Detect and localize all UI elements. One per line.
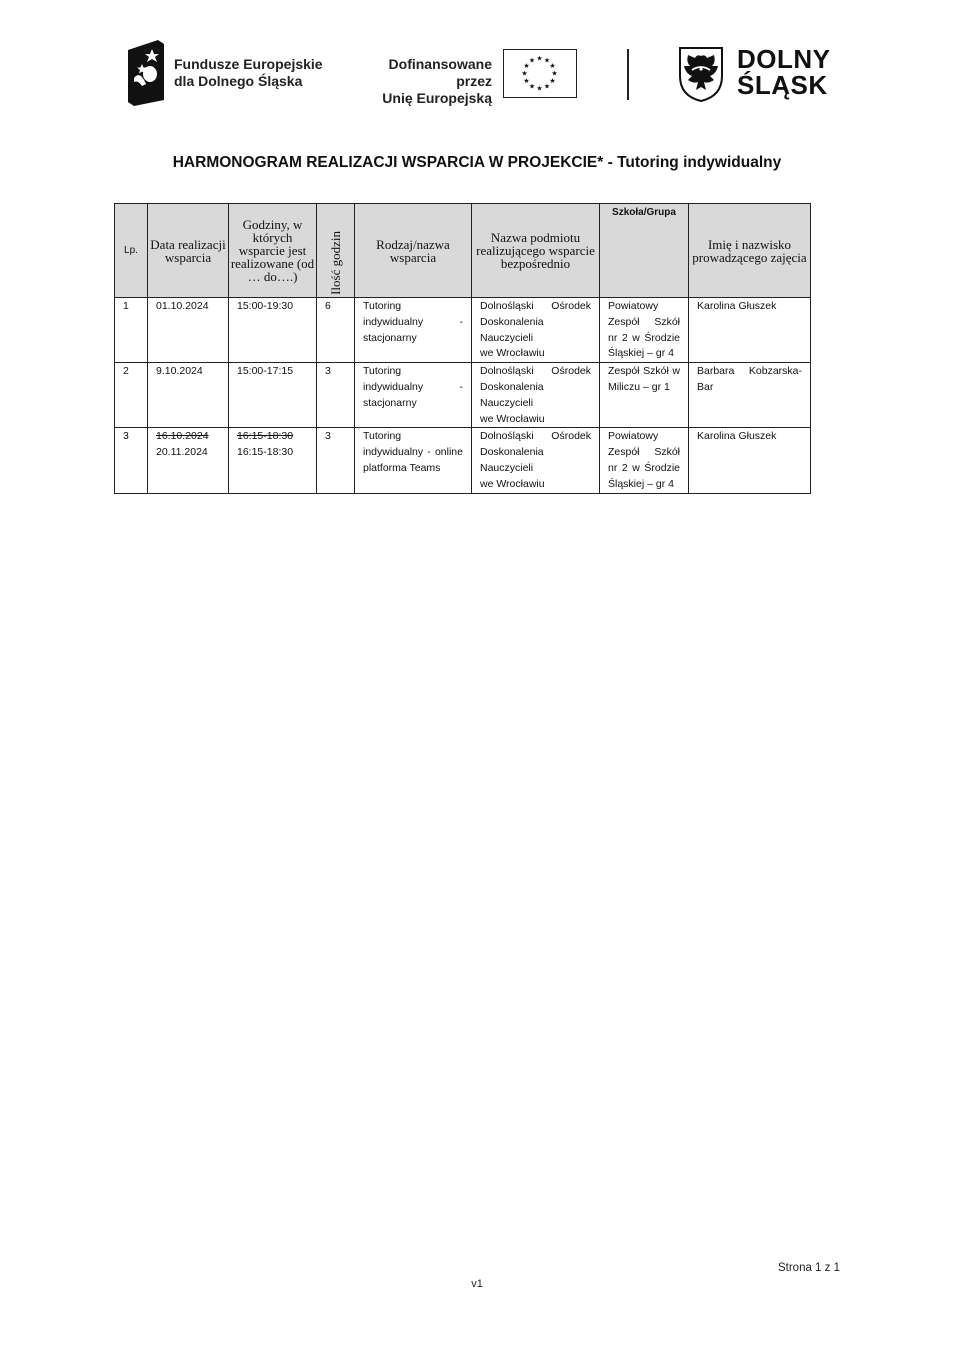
eu-flag-icon — [503, 49, 577, 98]
provider-text: Dolnośląski Ośrodek Doskonalenia Nauczycieli — [480, 300, 591, 344]
col-header-school: Szkoła/Grupa — [600, 204, 689, 298]
cell-teacher — [689, 428, 811, 493]
cell-teacher — [689, 298, 811, 363]
page-number: Strona 1 z 1 — [777, 1262, 840, 1274]
document-title: HARMONOGRAM REALIZACJI WSPARCIA W PROJEKCIE* - Tutoring indywidualny — [172, 154, 782, 171]
eu-star-icon: ★ — [549, 63, 556, 70]
provider-city: we Wrocławiu — [480, 477, 545, 490]
ds-line1: DOLNY — [737, 44, 831, 74]
fe-line1: Fundusze Europejskie — [174, 56, 323, 72]
eu-star-icon: ★ — [523, 78, 530, 85]
logo-bar — [0, 38, 954, 110]
cell-provider — [472, 363, 600, 428]
cell-type — [355, 363, 472, 428]
cell-time: 15:00-17:15 — [229, 363, 317, 428]
table-row — [115, 428, 811, 493]
fe-line2: dla Dolnego Śląska — [174, 73, 303, 89]
teacher-text: Karolina Głuszek — [697, 430, 777, 443]
eu-star-icon: ★ — [551, 70, 558, 78]
col-header-date: Data realizacji wsparcia — [148, 204, 229, 298]
type-text: Tutoring indywidualny - stacjonarny — [363, 300, 463, 344]
eu-star-icon: ★ — [536, 85, 543, 93]
cell-time — [229, 428, 317, 493]
date-new: 20.11.2024 — [156, 446, 208, 459]
eagle-crest-icon — [678, 46, 724, 102]
eu-star-icon: ★ — [543, 83, 551, 91]
eu-star-icon: ★ — [549, 78, 556, 85]
cell-school — [600, 298, 689, 363]
provider-city: we Wrocławiu — [480, 412, 545, 425]
cell-date: 9.10.2024 — [148, 363, 229, 428]
ds-line2: ŚLĄSK — [737, 70, 828, 100]
cell-type — [355, 428, 472, 493]
col-header-provider: Nazwa podmiotu realizującego wsparcie bezpośrednio — [472, 204, 600, 298]
col-header-hours-count — [317, 204, 355, 298]
col-header-hours-range: Godziny, w których wsparcie jest realizowane (od … do….) — [229, 204, 317, 298]
time-new: 16:15-18:30 — [237, 446, 294, 459]
cell-hours: 6 — [317, 298, 355, 363]
cell-date — [148, 428, 229, 493]
fe-logo-text — [174, 56, 323, 90]
teacher-text: Barbara Kobzarska-Bar — [697, 365, 802, 393]
provider-text: Dolnośląski Ośrodek Doskonalenia Nauczycieli — [480, 365, 591, 409]
funds-star-logo-icon — [128, 40, 164, 106]
cell-teacher — [689, 363, 811, 428]
date-old: 16.10.2024 — [156, 430, 209, 443]
dof-line2: Unię Europejską — [382, 90, 492, 106]
cofinanced-text — [350, 56, 492, 107]
cell-lp: 2 — [115, 363, 148, 428]
time-old: 16:15-18:30 — [237, 430, 294, 443]
eu-star-icon: ★ — [521, 70, 528, 78]
school-text: Powiatowy Zespół Szkół nr 2 w Środzie Śląskiej – gr 4 — [608, 300, 680, 360]
cell-school — [600, 363, 689, 428]
eu-star-icon: ★ — [536, 55, 543, 63]
cell-school — [600, 428, 689, 493]
cell-time: 15:00-19:30 — [229, 298, 317, 363]
col-header-lp: Lp. — [115, 204, 148, 298]
table-row — [115, 298, 811, 363]
cell-date: 01.10.2024 — [148, 298, 229, 363]
cell-lp: 3 — [115, 428, 148, 493]
cell-provider — [472, 428, 600, 493]
cell-lp: 1 — [115, 298, 148, 363]
dof-line1: Dofinansowane przez — [388, 56, 492, 89]
cell-hours: 3 — [317, 363, 355, 428]
version-label: v1 — [471, 1278, 483, 1290]
school-text: Powiatowy Zespół Szkół nr 2 w Środzie Śląskiej – gr 4 — [608, 430, 680, 490]
cell-hours: 3 — [317, 428, 355, 493]
type-text: Tutoring indywidualny - online platforma Teams — [363, 430, 463, 474]
col-header-type: Rodzaj/nazwa wsparcia — [355, 204, 472, 298]
logo-divider — [627, 49, 629, 100]
school-text: Zespół Szkół w Miliczu – gr 1 — [608, 365, 680, 393]
provider-text: Dolnośląski Ośrodek Doskonalenia Nauczycieli — [480, 430, 591, 474]
type-text: Tutoring indywidualny - stacjonarny — [363, 365, 463, 409]
cell-type — [355, 298, 472, 363]
eu-star-icon: ★ — [523, 63, 530, 70]
table-row — [115, 363, 811, 428]
cell-provider — [472, 298, 600, 363]
hours-count-label: Ilość godzin — [328, 231, 343, 295]
teacher-text: Karolina Głuszek — [697, 300, 777, 312]
col-header-teacher: Imię i nazwisko prowadzącego zajęcia — [689, 204, 811, 298]
eu-star-icon: ★ — [528, 83, 536, 91]
provider-city: we Wrocławiu — [480, 347, 545, 360]
table-header-row — [115, 204, 811, 298]
eu-star-icon: ★ — [528, 57, 536, 65]
eu-star-icon: ★ — [543, 57, 551, 65]
schedule-table — [114, 203, 811, 494]
dolny-slask-wordmark — [737, 46, 831, 98]
